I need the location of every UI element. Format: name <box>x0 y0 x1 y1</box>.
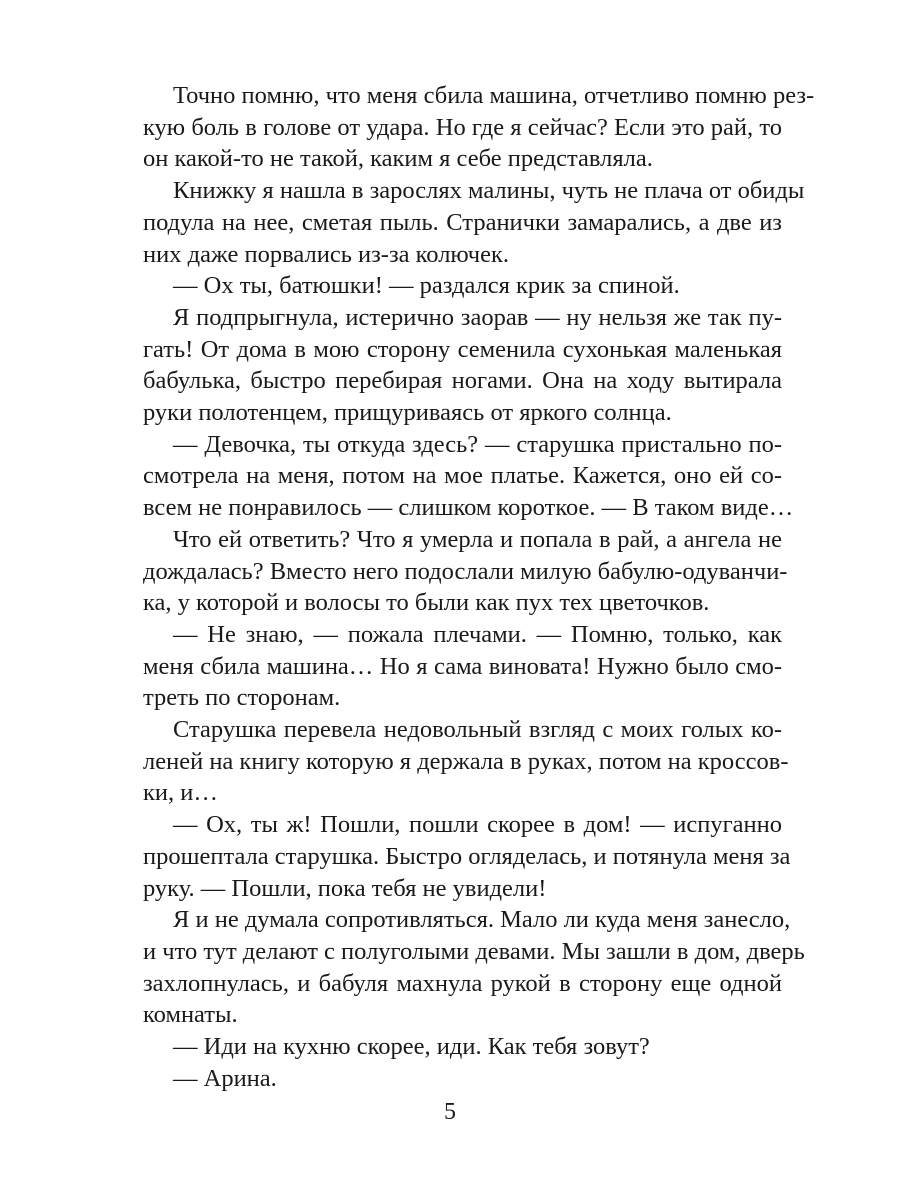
text-line: — Не знаю, — пожала плечами. — Помню, только, как <box>173 620 782 648</box>
text-line: Книжку я нашла в зарослях малины, чуть не плача от обиды <box>173 177 805 205</box>
text-line: руки полотенцем, прищуриваясь от яркого солнца. <box>143 399 672 427</box>
text-line: кую боль в голове от удара. Но где я сейчас? Если это рай, то <box>143 113 782 141</box>
paragraph <box>143 904 805 1031</box>
text-line: дождалась? Вместо него подослали милую бабулю-одуванчи- <box>143 557 788 585</box>
text-line: бабулька, быстро перебирая ногами. Она на ходу вытирала <box>143 367 782 395</box>
paragraph <box>143 1031 782 1063</box>
text-line: Что ей ответить? Что я умерла и попала в рай, а ангела не <box>173 525 782 553</box>
text-line: — Иди на кухню скорее, иди. Как тебя зовут? <box>173 1033 650 1061</box>
paragraph <box>143 175 805 270</box>
text-line: меня сбила машина… Но я сама виновата! Нужно было смо- <box>143 652 782 680</box>
text-line: смотрела на меня, потом на мое платье. Кажется, оно ей со- <box>143 462 782 490</box>
text-line: них даже порвались из-за колючек. <box>143 240 510 268</box>
paragraph <box>143 270 782 302</box>
text-line: Я подпрыгнула, истерично заорав — ну нельзя же так пу- <box>173 303 782 331</box>
paragraph <box>143 809 791 904</box>
paragraph <box>143 524 788 619</box>
text-line: комнаты. <box>143 1001 238 1029</box>
text-line: леней на книгу которую я держала в руках, потом на кроссов- <box>143 747 789 775</box>
page-number: 5 <box>444 1099 456 1125</box>
text-line: треть по сторонам. <box>143 684 341 712</box>
text-line: Я и не думала сопротивляться. Мало ли куда меня занесло, <box>173 906 791 934</box>
text-line: руку. — Пошли, пока тебя не увидели! <box>143 874 547 902</box>
paragraph <box>143 80 815 175</box>
paragraph <box>143 619 782 714</box>
paragraph <box>143 429 794 524</box>
text-line: он какой-то не такой, каким я себе представляла. <box>143 145 653 173</box>
paragraph <box>143 302 782 429</box>
text-line: и что тут делают с полуголыми девами. Мы зашли в дом, дверь <box>143 937 805 965</box>
text-line: — Девочка, ты откуда здесь? — старушка пристально по- <box>173 430 782 458</box>
text-line: — Арина. <box>173 1064 277 1092</box>
paragraph <box>143 714 789 809</box>
text-line: захлопнулась, и бабуля махнула рукой в сторону еще одной <box>143 969 782 997</box>
text-line: подула на нее, сметая пыль. Странички замарались, а две из <box>143 208 782 236</box>
text-line: ка, у которой и волосы то были как пух тех цветочков. <box>143 589 710 617</box>
text-line: — Ох ты, батюшки! — раздался крик за спиной. <box>173 272 680 300</box>
page-text <box>143 80 815 1095</box>
text-line: Старушка перевела недовольный взгляд с моих голых ко- <box>173 716 782 744</box>
text-line: прошептала старушка. Быстро огляделась, и потянула меня за <box>143 842 791 870</box>
paragraph <box>143 1063 782 1095</box>
text-line: Точно помню, что меня сбила машина, отчетливо помню рез- <box>173 82 815 109</box>
text-line: — Ох, ты ж! Пошли, пошли скорее в дом! — испуганно <box>173 811 782 839</box>
text-line: всем не понравилось — слишком короткое. — В таком виде… <box>143 494 794 522</box>
text-line: ки, и… <box>143 779 218 807</box>
text-line: гать! От дома в мою сторону семенила сухонькая маленькая <box>143 335 782 363</box>
